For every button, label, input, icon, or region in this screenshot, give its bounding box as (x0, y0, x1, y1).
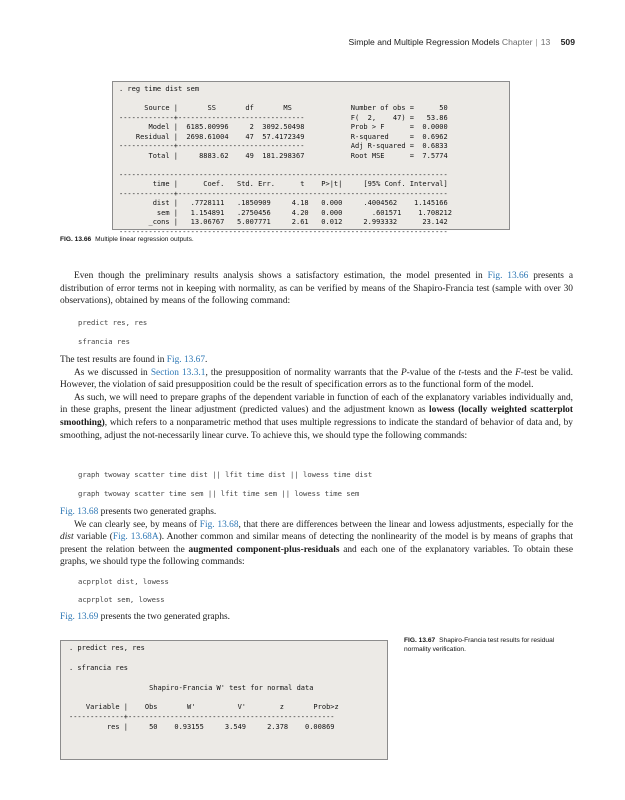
figure-ref-13-69[interactable]: Fig. 13.69 (60, 612, 99, 622)
sfrancia-output-figure (60, 640, 388, 760)
figure-13-67-text: Shapiro-Francia test results for residual normality verification. (404, 637, 555, 653)
command-sfrancia: sfrancia res (78, 337, 130, 346)
command-acprplot-sem: acprplot sem, lowess (78, 595, 165, 604)
figure-13-66-label: FIG. 13.66 (60, 236, 92, 243)
figure-ref-13-67[interactable]: Fig. 13.67 (166, 355, 206, 365)
lowess-term: lowess (locally weighted scatterplot smoothing) (60, 405, 573, 428)
paragraph-7: Fig. 13.69 presents the two generated graphs. (60, 612, 231, 622)
running-head: Simple and Multiple Regression Models Chapter | 13 509 (348, 37, 575, 47)
chapter-number: 13 (540, 37, 551, 47)
figure-ref-13-68a[interactable]: Fig. 13.68A (112, 532, 159, 543)
command-acprplot-dist: acprplot dist, lowess (78, 577, 169, 586)
figure-ref-13-68-b[interactable]: Fig. 13.68 (199, 519, 239, 530)
figure-13-66-caption (60, 236, 194, 243)
section-title: Simple and Multiple Regression Models (348, 37, 500, 47)
paragraph-5-6: Fig. 13.68 presents two generated graphs. We can clearly see, by means of Fig. 13.68, that there are differences between the linear and lowess adjustments, especially for the dist variable (Fig. 13.68A). Another common and similar means of detecting the nonlinearity of the model is by means of graphs that present the relation between the augmented component-plus-residuals and each one of the explanatory variables. To obtain these graphs, we should type the following commands: (60, 507, 574, 568)
acpr-term: augmented component-plus-residuals (188, 544, 340, 555)
page-number: 509 (560, 37, 575, 47)
command-graph-dist: graph twoway scatter time dist || lfit time dist || lowess time dist (78, 470, 373, 479)
command-predict: predict res, res (78, 318, 148, 327)
section-ref-13-3-1[interactable]: Section 13.3.1 (150, 367, 206, 378)
command-graph-sem: graph twoway scatter time sem || lfit time sem || lowess time sem (78, 489, 360, 498)
regression-output-figure (112, 81, 510, 236)
figure-13-67-caption (404, 637, 574, 654)
sfrancia-output-text: . predict res, res . sfrancia res Shapiro-Francia W' test for normal data Variable | Obs W' V' z Prob>z -------------+------------------------------------------------- res | 50 0.93155 3.549 2.378 0.00869 (69, 644, 339, 732)
paragraph-2-3-4: The test results are found in Fig. 13.67. As we discussed in Section 13.3.1, the presupposition of normality warrants that the P-value of the t-tests and the F-test be valid. However, the violation of said presupposition could be the result of specification errors as to the functional form of the model. As such, we will need to prepare graphs of the dependent variable in function of each of the explanatory variables individually and, in these graphs, present the linear adjustment (predicted values) and the adjustment known as lowess (locally weighted scatterplot smoothing), which refers to a nonparametric method that uses multiple regressions to indicate the standard of behavior of data and, by smoothing, adjust the not-necessarily linear curve. To achieve this, we should type the following commands: (60, 355, 574, 441)
paragraph-1: Even though the preliminary results analysis shows a satisfactory estimation, the model presented in Fig. 13.66 presents a distribution of error terms not in keeping with normality, as can be verified by means of the Shapiro-Francia test (sample with over 30 observations), obtained by means of the following command: (60, 271, 573, 307)
figure-13-67-label: FIG. 13.67 (404, 637, 436, 644)
figure-13-66-text: Multiple linear regression outputs. (95, 236, 194, 243)
regression-output-text: . reg time dist sem Source | SS df MS Number of obs = 50 -------------+------------------------------ F( 2, 47) = 53.86 Model | 6185.00996 2 3092.50498 Prob > F = 0.0000 Residual | 2698.61004 47 57.4172349 R-squared = 0.6962 -------------+------------------------------ Adj R-squared = 0.6833 Total | 8883.62 49 181.298367 Root MSE = 7.5774 ------------------------------------------------------------------------------ time | Coef. Std. Err. t P>|t| [95% Conf. Interval] -------------+---------------------------------------------------------------- dist | .7728111 .1850909 4.18 0.000 .4004562 1.145166 sem | 1.154891 .2750456 4.20 0.000 .601571 1.708212 _cons | 13.06767 5.007771 2.61 0.012 2.993332 23.142 ------------------------------------------------------------------------------ (119, 85, 452, 236)
chapter-label: Chapter (501, 37, 533, 47)
figure-ref-13-68[interactable]: Fig. 13.68 (60, 507, 99, 517)
figure-ref-13-66[interactable]: Fig. 13.66 (487, 271, 529, 281)
